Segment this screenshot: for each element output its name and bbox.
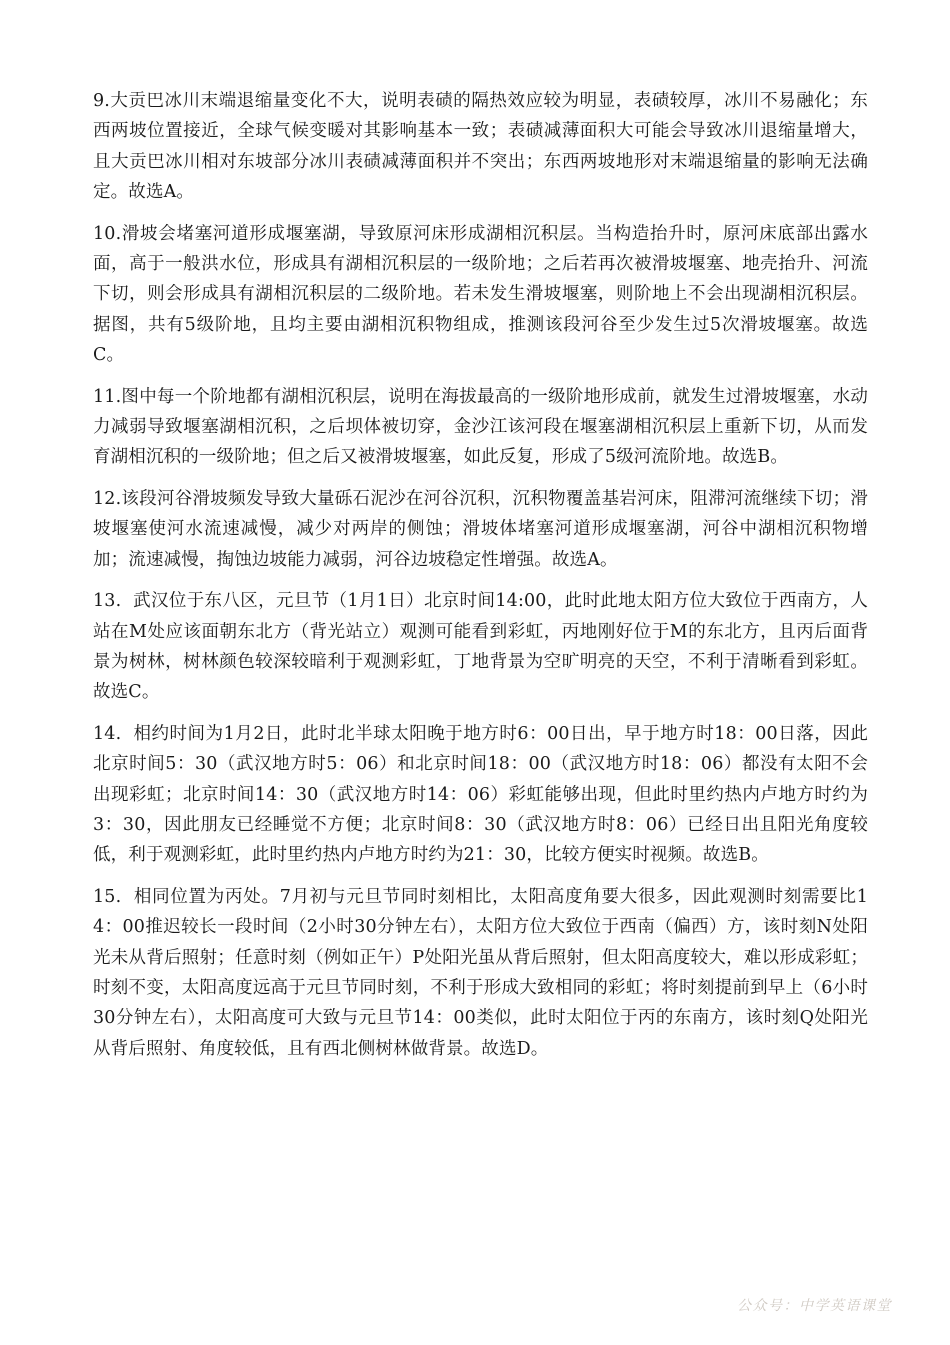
watermark: 公众号：中学英语课堂: [737, 1298, 892, 1314]
answer-paragraph-10: 10.滑坡会堵塞河道形成堰塞湖，导致原河床形成湖相沉积层。当构造抬升时，原河床底部出露水面，高于一般洪水位，形成具有湖相沉积层的一级阶地；之后若再次被滑坡堰塞、地壳抬升、河流下切，则会形成具有湖相沉积层的二级阶地。若未发生滑坡堰塞，则阶地上不会出现湖相沉积层。据图，共有5级阶地，且均主要由湖相沉积物组成，推测该段河谷至少发生过5次滑坡堰塞。故选C。: [93, 223, 868, 366]
answer-paragraph-9: 9.大贡巴冰川末端退缩量变化不大，说明表碛的隔热效应较为明显，表碛较厚，冰川不易融化；东西两坡位置接近，全球气候变暖对其影响基本一致；表碛减薄面积大可能会导致冰川退缩量增大，且大贡巴冰川相对东坡部分冰川表碛减薄面积并不突出；东西两坡地形对末端退缩量的影响无法确定。故选A。: [93, 91, 868, 203]
answer-paragraph-13: 13. 武汉位于东八区，元旦节（1月1日）北京时间14:00，此时此地太阳方位大致位于西南方，人站在M处应该面朝东北方（背光站立）观测可能看到彩虹，丙地刚好位于M的东北方，且丙后面背景为树林，树林颜色较深较暗利于观测彩虹，丁地背景为空旷明亮的天空，不利于清晰看到彩虹。故选C。: [93, 591, 868, 703]
answer-paragraph-15: 15. 相同位置为丙处。7月初与元旦节同时刻相比，太阳高度角要大很多，因此观测时刻需要比14：00推迟较长一段时间（2小时30分钟左右），太阳方位大致位于西南（偏西）方，该时刻N处阳光未从背后照射；任意时刻（例如正午）P处阳光虽从背后照射，但太阳高度较大，难以形成彩虹；时刻不变，太阳高度远高于元旦节同时刻，不利于形成大致相同的彩虹；将时刻提前到早上（6小时30分钟左右），太阳高度可大致与元旦节14：00类似，此时太阳位于丙的东南方，该时刻Q处阳光从背后照射、角度较低，且有西北侧树林做背景。故选D。: [93, 886, 868, 1059]
answer-paragraph-14: 14. 相约时间为1月2日，此时北半球太阳晚于地方时6：00日出，早于地方时18：00日落，因此北京时间5：30（武汉地方时5：06）和北京时间18：00（武汉地方时18：06）都没有太阳不会出现彩虹；北京时间14：30（武汉地方时14：06）彩虹能够出现，但此时里约热内卢地方时约为3：30，因此朋友已经睡觉不方便；北京时间8：30（武汉地方时8：06）已经日出且阳光角度较低，利于观测彩虹，此时里约热内卢地方时约为21：30，比较方便实时视频。故选B。: [93, 723, 868, 866]
answer-paragraph-12: 12.该段河谷滑坡频发导致大量砾石泥沙在河谷沉积，沉积物覆盖基岩河床，阻滞河流继续下切；滑坡堰塞使河水流速减慢，减少对两岸的侧蚀；滑坡体堵塞河道形成堰塞湖，河谷中湖相沉积物增加；流速减慢，掏蚀边坡能力减弱，河谷边坡稳定性增强。故选A。: [93, 488, 868, 570]
answer-paragraph-11: 11.图中每一个阶地都有湖相沉积层，说明在海拔最高的一级阶地形成前，就发生过滑坡堰塞，水动力减弱导致堰塞湖相沉积，之后坝体被切穿，金沙江该河段在堰塞湖相沉积层上重新下切，从而发育湖相沉积的一级阶地；但之后又被滑坡堰塞，如此反复，形成了5级河流阶地。故选B。: [93, 386, 868, 468]
